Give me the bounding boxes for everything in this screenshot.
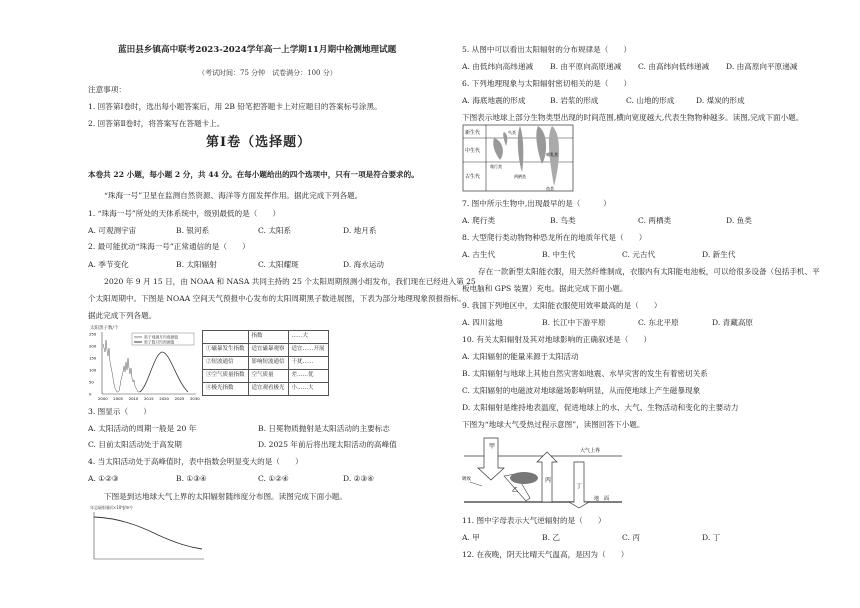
q9-option-a: A. 四川盆地 <box>462 318 503 327</box>
q8-option-a: A. 古生代 <box>462 250 496 259</box>
q10-option-a: A. 太阳辐射的能量来源于太阳活动 <box>462 352 579 361</box>
index-table-cell: 空气质量 <box>248 370 288 383</box>
sunspot-y-tick: 0 <box>89 391 92 397</box>
question-10: 10. 有关太阳辐射及其对地球影响的正确叙述是（ ） <box>462 335 652 344</box>
q8-option-b: B. 中生代 <box>542 250 576 259</box>
sunspot-y-ticks <box>89 332 97 397</box>
sunspot-x-tick: 2015 <box>144 396 154 401</box>
question-6: 6. 下列地理现象与太阳辐射密切相关的是（ ） <box>462 79 632 88</box>
question-5: 5. 从图中可以看出太阳辐射的分布规律是（ ） <box>462 45 632 54</box>
q6-option-c: C. 山地的形成 <box>626 96 675 105</box>
radiation-ylabel: 年总辐射量/(×10⁸J/m²) <box>90 505 133 510</box>
section-desc: 本卷共 22 小题，每小题 2 分，共 44 分。在每小题给出的四个选项中，只有一项是符合要求的。 <box>88 170 419 179</box>
intro-5a: 存在一款新型太阳能衣服，用天然纤维制成，衣服内有太阳能电池板，可以给很多设备（包括手机、平 <box>478 267 820 276</box>
sunspot-x-tick: 2025 <box>174 396 185 401</box>
index-table-cell: 适宜观看极光 <box>248 383 288 396</box>
index-table-cell <box>203 331 249 344</box>
question-3: 3. 图显示（ ） <box>88 407 151 416</box>
q8-option-c: C. 元古代 <box>622 250 656 259</box>
label-bing: 丙 <box>545 477 552 484</box>
label-fish: 鱼类 <box>546 186 554 191</box>
section-title: 第Ⅰ卷（选择题） <box>206 135 312 150</box>
question-11: 11. 图中字母表示大气逆辐射的是（ ） <box>462 516 606 525</box>
label-ding: 丁 <box>576 483 583 490</box>
era-cenozoic: 新生代 <box>465 130 481 136</box>
q11-option-d: D. 丁 <box>702 533 721 542</box>
q9-option-b: B. 长江中下游平原 <box>542 318 606 327</box>
index-table-cell: ③空气质量指数 <box>203 370 249 383</box>
q7-option-c: C. 两栖类 <box>638 216 672 225</box>
q7-option-a: A. 爬行类 <box>462 216 496 225</box>
q5-option-a: A. 由低纬向高纬递减 <box>462 62 534 71</box>
sunspot-x-tick: 2010 <box>128 396 139 401</box>
q3-option-b: B. 日冕物质抛射是太阳活动的主要标志 <box>258 424 390 433</box>
atmosphere-heating-diagram <box>462 432 627 508</box>
sunspot-y-tick: 250 <box>89 331 97 337</box>
exam-info: （考试时间：75 分钟 试卷满分：100 分） <box>198 69 337 77</box>
q3-option-c: C. 目前太阳活动处于高发期 <box>88 440 182 449</box>
q11-option-a: A. 甲 <box>462 533 480 542</box>
label-ground: 地 面 <box>594 496 610 502</box>
index-table-cell: ②短波通信 <box>203 357 249 370</box>
sunspot-x-ticks <box>98 396 200 401</box>
label-jia: 甲 <box>489 443 496 450</box>
absorb-pointer <box>470 482 482 486</box>
sunspot-y-tick: 200 <box>89 343 97 349</box>
q10-option-d: D. 太阳辐射是维持地表温度，促进地球上的水、大气、生物活动和变化的主要动力 <box>462 403 739 412</box>
q7-option-b: B. 鸟类 <box>550 216 576 225</box>
q4-option-c: C. ①②④ <box>258 474 289 483</box>
q1-option-b: B. 银河系 <box>176 226 210 235</box>
question-12: 12. 在夜晚，阴天比晴天气温高，是因为（ ） <box>462 550 629 559</box>
q10-option-b: B. 太阳辐射与地球上其他自然灾害如地震、水旱灾害的发生有着密切关系 <box>462 369 708 378</box>
index-table-row <box>203 331 329 344</box>
q1-option-d: D. 地月系 <box>343 226 377 235</box>
index-table-cell: 小……大 <box>288 383 328 396</box>
index-table <box>202 330 329 396</box>
sunspot-y-tick: 150 <box>89 355 97 361</box>
observed-series-line <box>103 340 140 392</box>
label-atmosphere-top: 大气上界 <box>580 448 601 454</box>
q9-option-c: C. 东北平原 <box>638 318 679 327</box>
geologic-era-diagram <box>462 124 574 192</box>
intro-6: 下图为“地球大气受热过程示意图”，读图回答下小题。 <box>462 420 645 429</box>
label-mammal: 哺乳类 <box>546 152 558 157</box>
question-2: 2. 最可能扰动“珠海一号”正常通信的是（ ） <box>88 242 250 251</box>
question-4: 4. 当太阳活动处于高峰值时，表中指数会明显变大的是（ ） <box>88 457 303 466</box>
question-7: 7. 图中所示生物中,出现最早的是（ ） <box>462 199 611 208</box>
label-bird: 鸟类 <box>508 130 516 135</box>
intro-1: “珠海一号”卫星在监测自然资源、海洋等方面发挥作用。据此完成下列各题。 <box>104 191 363 200</box>
exam-title: 蓝田县乡镇高中联考2023-2024学年高一上学期11月期中检测地理试题 <box>118 45 397 55</box>
q4-option-b: B. ①③④ <box>176 474 207 483</box>
question-8: 8. 大型爬行类动物物种恐龙所在的地质年代是（ ） <box>462 233 647 242</box>
q5-option-d: D. 由高原向平原递减 <box>726 62 798 71</box>
label-absorb: 吸收 <box>462 477 471 482</box>
index-table-cell: 差……优 <box>288 370 328 383</box>
notice-1: 1. 回答第Ⅰ卷时，选出每小题答案后，用 2B 铅笔把答题卡上对应题目的答案标号涂黑。 <box>88 102 382 111</box>
question-9: 9. 我国下列地区中，太阳能衣服使用效率最高的是（ ） <box>462 301 662 310</box>
q2-option-d: D. 海水运动 <box>343 260 385 269</box>
cloud-shape <box>510 472 538 484</box>
sunspot-y-tick: 50 <box>89 379 94 385</box>
index-table-cell: 适宜磁暴观察 <box>248 344 288 357</box>
legend-observed: 黑子观测月均观测值 <box>144 334 179 340</box>
q11-option-b: B. 乙 <box>542 533 561 542</box>
era-mesozoic: 中生代 <box>465 148 481 154</box>
radiation-latitude-chart <box>88 503 208 563</box>
q4-option-a: A. ①②③ <box>88 474 119 483</box>
q8-option-d: D. 新生代 <box>702 250 736 259</box>
sunspot-x-tick: 2030 <box>190 396 200 401</box>
index-table-row <box>203 344 329 357</box>
index-table-cell: 影响短波通信 <box>248 357 288 370</box>
q3-option-a: A. 太阳活动的周期一般是 20 年 <box>88 424 197 433</box>
sunspot-ylabel: 太阳黑子数/个 <box>90 326 119 331</box>
sunspot-chart <box>88 322 198 402</box>
sunspot-y-tick: 100 <box>89 367 97 373</box>
notice-label: 注意事项： <box>88 85 126 94</box>
q2-option-c: C. 太阳耀斑 <box>258 260 299 269</box>
q6-option-a: A. 海底地震的形成 <box>462 96 526 105</box>
q2-option-a: A. 季节变化 <box>88 260 129 269</box>
index-table-cell: ①磁暴发生指数 <box>203 344 249 357</box>
intro-2b: 个太阳周期中。下图是 NOAA 空间天气预报中心发布的太阳周期黑子数进展图，下表为部分地理现象预报指标。 <box>88 294 466 303</box>
era-paleozoic: 古生代 <box>465 174 481 180</box>
sunspot-x-tick: 2000 <box>98 396 108 401</box>
intro-5b: 板电脑和 GPS 装置）充电。据此完成下面小题。 <box>462 284 628 293</box>
intro-4: 下图表示地球上部分生物类型出现的时间范围,横向宽度越大,代表生物物种越多。读图,完成下面小题。 <box>462 113 804 122</box>
q1-option-c: C. 太阳系 <box>258 226 292 235</box>
label-amphibian: 两栖类 <box>514 174 526 179</box>
q2-option-b: B. 太阳辐射 <box>176 260 217 269</box>
index-table-row <box>203 383 329 396</box>
intro-2a: 2020 年 9 月 15 日，由 NOAA 和 NASA 共同主持的 25 个太阳周期预测小组发布，我们现在已经进入第 25 <box>104 277 476 286</box>
q5-option-c: C. 由高纬向低纬递减 <box>638 62 710 71</box>
q6-option-b: B. 岩浆的形成 <box>550 96 599 105</box>
q7-option-d: D. 鱼类 <box>726 216 752 225</box>
index-table-cell: ④极光指数 <box>203 383 249 396</box>
q6-option-d: D. 煤炭的形成 <box>696 96 745 105</box>
label-yi: 乙 <box>512 487 519 494</box>
sunspot-x-tick: 2020 <box>159 396 169 401</box>
notice-2: 2. 回答第Ⅱ卷时，将答案写在答题卡上。 <box>88 119 225 128</box>
q10-option-c: C. 太阳辐射的电磁波对地球磁场影响明显，从而使地球上产生磁暴现象 <box>462 386 701 395</box>
q9-option-d: D. 青藏高原 <box>712 318 754 327</box>
question-1: 1. “珠海一号”所处的天体系统中，级别最低的是（ ） <box>88 209 281 218</box>
sunspot-x-tick: 2005 <box>113 396 123 401</box>
index-table-row <box>203 370 329 383</box>
index-table-row <box>203 357 329 370</box>
index-table-cell: 干扰…… <box>288 357 328 370</box>
index-table-wrap <box>202 330 329 396</box>
legend-predicted: 黑子数月均预测值 <box>144 339 175 345</box>
q3-option-d: D. 2025 年前后将出现太阳活动的高峰值 <box>258 440 397 449</box>
index-table-cell: 适宜……开展 <box>288 344 328 357</box>
index-table-cell: ……大 <box>288 331 328 344</box>
index-table-cell: 指数 <box>248 331 288 344</box>
intro-2c: 据此完成下列各题。 <box>88 311 157 320</box>
label-reptile: 爬行类 <box>490 164 502 169</box>
intro-3: 下图是到达地球大气上界的太阳辐射随纬度分布图。读图完成下面小题。 <box>104 492 347 501</box>
predicted-series-line <box>140 352 188 392</box>
q4-option-d: D. ②③④ <box>343 474 375 483</box>
radiation-curve <box>94 517 202 549</box>
q1-option-a: A. 可观测宇宙 <box>88 226 137 235</box>
q5-option-b: B. 由平原向高原递减 <box>550 62 622 71</box>
q11-option-c: C. 丙 <box>622 533 640 542</box>
